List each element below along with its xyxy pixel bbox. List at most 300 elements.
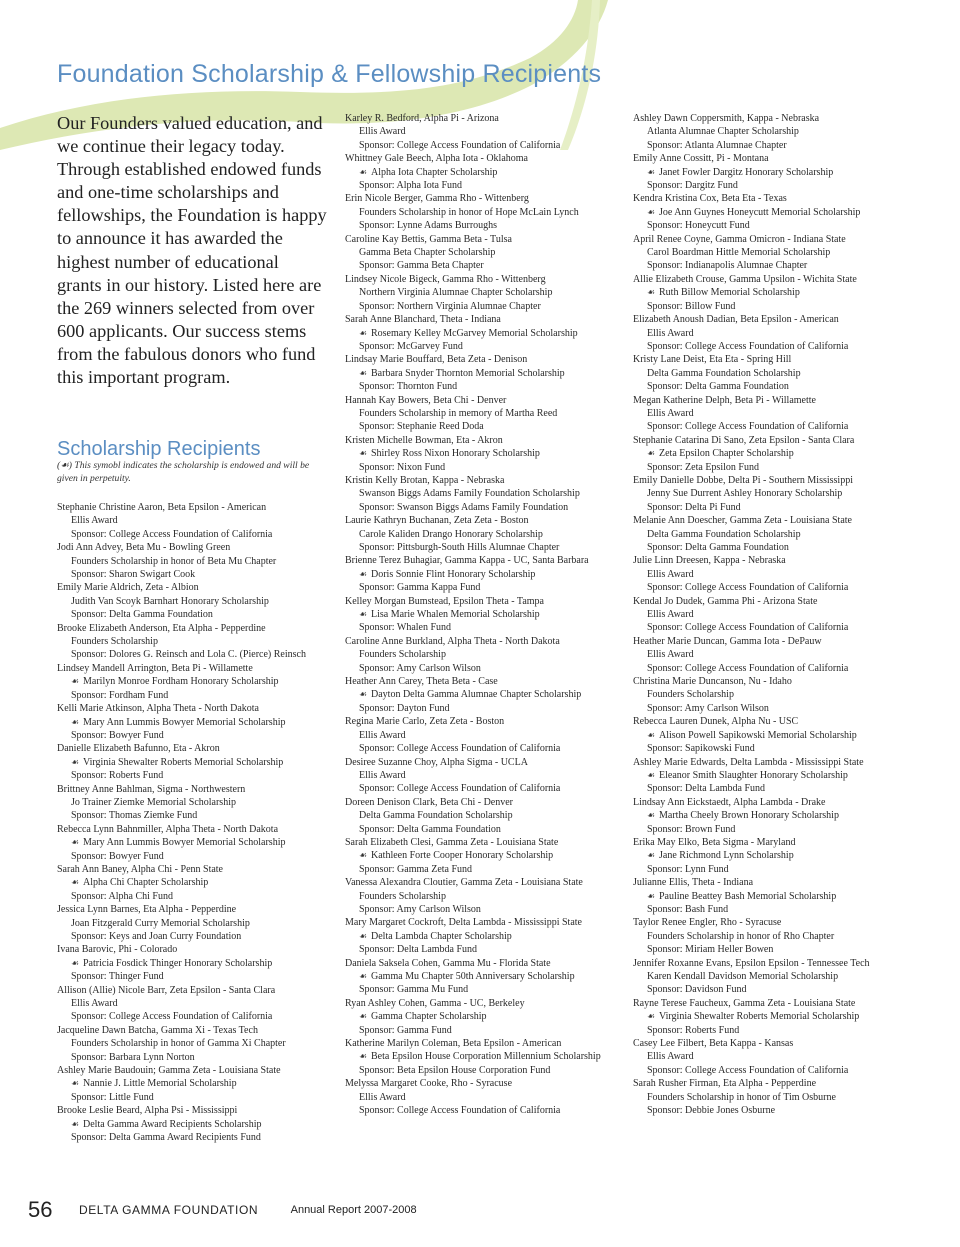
scholarship-name: Atlanta Alumnae Chapter Scholarship [647, 126, 799, 138]
recipient-entry [345, 1037, 627, 1077]
recipient-name: Emily Anne Cossitt, Pi - Montana [633, 153, 769, 165]
recipient-entry [633, 756, 915, 796]
sponsor-line: Sponsor: Billow Fund [647, 300, 736, 312]
recipient-name: Mary Margaret Cockroft, Delta Lambda - Mississippi State [345, 917, 582, 929]
scholarship-name: Janet Fowler Dargitz Honorary Scholarship [659, 166, 834, 178]
scholarship-line [345, 688, 627, 701]
scholarship-name: Founders Scholarship in honor of Beta Mu Chapter [71, 555, 277, 567]
recipients-column-1 [57, 501, 339, 1145]
scholarship-name: Gamma Mu Chapter 50th Anniversary Scholarship [371, 971, 575, 982]
recipient-entry [57, 863, 339, 903]
recipient-entry [57, 581, 339, 621]
scholarship-name: Gamma Chapter Scholarship [371, 1011, 487, 1023]
recipient-name: Ivana Barovic, Phi - Colorado [57, 944, 178, 956]
recipient-name: Caroline Anne Burkland, Alpha Theta - North Dakota [345, 635, 560, 647]
scholarship-name: Ellis Award [359, 1091, 406, 1103]
recipient-name: Melyssa Margaret Cooke, Rho - Syracuse [345, 1078, 513, 1090]
recipient-entry [633, 514, 915, 554]
recipient-name: Jennifer Roxanne Evans, Epsilon Epsilon - Tennessee Tech [633, 957, 870, 969]
sponsor-line: Sponsor: Brown Fund [647, 823, 736, 835]
recipient-name: Erin Nicole Berger, Gamma Rho - Wittenberg [345, 193, 529, 205]
recipient-entry [633, 394, 915, 434]
recipient-name: Heather Marie Duncan, Gamma Iota - DePauw [633, 635, 822, 647]
sponsor-line: Sponsor: Amy Carlson Wilson [647, 702, 769, 714]
sponsor-line: Sponsor: Gamma Mu Fund [359, 984, 469, 996]
recipient-entry [57, 1064, 339, 1104]
scholarship-line [633, 1091, 915, 1104]
recipient-entry [633, 675, 915, 715]
scholarship-line [345, 648, 627, 661]
scholarship-line [345, 447, 627, 460]
recipient-entry [57, 541, 339, 581]
recipient-name: Jacqueline Dawn Batcha, Gamma Xi - Texas Tech [57, 1024, 258, 1036]
sponsor-line: Sponsor: College Access Foundation of California [647, 421, 849, 433]
scholarship-name: Dayton Delta Gamma Alumnae Chapter Scholarship [371, 689, 582, 701]
sponsor-line: Sponsor: Gamma Fund [359, 1024, 452, 1036]
recipient-name: Doreen Denison Clark, Beta Chi - Denver [345, 796, 514, 808]
page-title: Foundation Scholarship & Fellowship Recipients [57, 60, 602, 88]
endowed-leaf-icon: ☙ [359, 367, 368, 378]
scholarship-line [57, 1118, 339, 1131]
page-footer [28, 1197, 417, 1223]
scholarship-line [345, 407, 627, 420]
recipient-name: Casey Lee Filbert, Beta Kappa - Kansas [633, 1038, 794, 1050]
scholarship-line [345, 206, 627, 219]
scholarship-line [633, 688, 915, 701]
scholarship-line [57, 595, 339, 608]
sponsor-line: Sponsor: Gamma Kappa Fund [359, 582, 481, 594]
endowed-leaf-icon: ☙ [647, 850, 656, 861]
sponsor-line: Sponsor: Atlanta Alumnae Chapter [647, 139, 787, 151]
scholarship-name: Mary Ann Lummis Bowyer Memorial Scholarship [83, 837, 286, 849]
scholarship-name: Eleanor Smith Slaughter Honorary Scholarship [659, 769, 848, 781]
recipient-name: Caroline Kay Bettis, Gamma Beta - Tulsa [345, 233, 512, 245]
scholarship-name: Jo Trainer Ziemke Memorial Scholarship [71, 796, 236, 808]
sponsor-line: Sponsor: Thomas Ziemke Fund [71, 810, 198, 822]
sponsor-line: Sponsor: Gamma Zeta Fund [359, 863, 473, 875]
sponsor-line: Sponsor: College Access Foundation of California [71, 1011, 273, 1023]
endowed-leaf-icon: ☙ [359, 971, 368, 981]
recipient-name: Rebecca Lynn Bahnmiller, Alpha Theta - North Dakota [57, 823, 279, 835]
scholarship-name: Ellis Award [359, 126, 406, 138]
sponsor-line: Sponsor: Debbie Jones Osburne [647, 1105, 776, 1117]
scholarship-line [345, 166, 627, 179]
scholarship-name: Founders Scholarship in memory of Martha Reed [359, 407, 558, 419]
sponsor-line: Sponsor: Fordham Fund [71, 689, 169, 701]
sponsor-line: Sponsor: College Access Foundation of California [647, 622, 849, 634]
scholarship-name: Alison Powell Sapikowski Memorial Scholarship [659, 729, 857, 741]
recipient-name: Desiree Suzanne Choy, Alpha Sigma - UCLA [345, 756, 528, 768]
scholarship-name: Judith Van Scoyk Barnhart Honorary Scholarship [71, 595, 269, 607]
recipient-entry [633, 796, 915, 836]
sponsor-line: Sponsor: Sapikowski Fund [647, 743, 755, 755]
recipient-entry [57, 984, 339, 1024]
scholarship-name: Founders Scholarship [359, 890, 446, 902]
scholarship-name: Founders Scholarship in honor of Rho Chapter [647, 930, 835, 942]
recipient-name: Christina Marie Duncanson, Nu - Idaho [633, 676, 792, 688]
scholarship-line [633, 608, 915, 621]
sponsor-line: Sponsor: College Access Foundation of California [647, 662, 849, 674]
recipient-name: Kristy Lane Deist, Eta Eta - Spring Hill [633, 354, 792, 366]
recipient-name: Stephanie Christine Aaron, Beta Epsilon - American [57, 502, 267, 513]
sponsor-line: Sponsor: Lynne Adams Burroughs [359, 220, 498, 232]
scholarship-name: Delta Gamma Foundation Scholarship [359, 810, 513, 822]
endowed-leaf-icon: ☙ [359, 850, 368, 861]
scholarship-name: Nannie J. Little Memorial Scholarship [83, 1078, 237, 1090]
recipient-name: Regina Marie Carlo, Zeta Zeta - Boston [345, 716, 505, 728]
recipient-entry [633, 595, 915, 635]
scholarship-line [345, 1010, 627, 1023]
sponsor-line: Sponsor: College Access Foundation of California [647, 582, 849, 594]
scholarship-name: Delta Gamma Award Recipients Scholarship [83, 1118, 262, 1130]
recipient-entry [633, 997, 915, 1037]
scholarship-line [57, 635, 339, 648]
sponsor-line: Sponsor: Alpha Chi Fund [71, 890, 173, 902]
recipient-entry [345, 796, 627, 836]
recipient-name: Julianne Ellis, Theta - Indiana [633, 877, 754, 889]
sponsor-line: Sponsor: Little Fund [71, 1091, 154, 1103]
recipient-entry [633, 434, 915, 474]
recipient-entry [633, 1077, 915, 1117]
scholarship-line [633, 568, 915, 581]
recipient-name: Lindsay Ann Eickstaedt, Alpha Lambda - Drake [633, 796, 826, 808]
endowed-leaf-icon: ☙ [359, 689, 368, 700]
endowed-leaf-icon: ☙ [71, 676, 80, 687]
scholarship-line [633, 327, 915, 340]
scholarship-line [57, 997, 339, 1010]
scholarship-line [633, 125, 915, 138]
scholarship-line [57, 1077, 339, 1090]
scholarship-line [57, 555, 339, 568]
recipient-name: Kelli Marie Atkinson, Alpha Theta - North Dakota [57, 703, 259, 715]
sponsor-line: Sponsor: Barbara Lynn Norton [71, 1051, 195, 1063]
scholarship-line [633, 648, 915, 661]
page-number: 56 [28, 1197, 53, 1222]
scholarship-name: Alpha Iota Chapter Scholarship [371, 166, 498, 178]
scholarship-line [345, 849, 627, 862]
scholarship-line [57, 675, 339, 688]
recipient-name: Kristen Michelle Bowman, Eta - Akron [345, 434, 503, 446]
endowed-leaf-icon: ☙ [359, 1051, 368, 1062]
scholarship-name: Gamma Beta Chapter Scholarship [359, 247, 496, 259]
sponsor-line: Sponsor: Delta Gamma Foundation [647, 542, 789, 553]
sponsor-line: Sponsor: Bowyer Fund [71, 850, 164, 862]
scholarship-line [633, 970, 915, 983]
scholarship-line [633, 487, 915, 500]
scholarship-name: Swanson Biggs Adams Family Foundation Scholarship [359, 488, 580, 500]
sponsor-line: Sponsor: Swanson Biggs Adams Family Foundation [359, 501, 569, 513]
sponsor-line: Sponsor: Gamma Beta Chapter [359, 260, 484, 272]
endowed-leaf-icon: ☙ [647, 890, 656, 901]
sponsor-line: Sponsor: College Access Foundation of California [359, 139, 561, 151]
scholarship-line [57, 876, 339, 889]
recipient-name: Daniela Saksela Cohen, Gamma Mu - Florida State [345, 957, 551, 969]
sponsor-line: Sponsor: Miriam Heller Bowen [647, 944, 774, 956]
scholarship-name: Alpha Chi Chapter Scholarship [83, 877, 209, 889]
recipient-entry [345, 715, 627, 755]
recipients-column-3 [633, 112, 915, 1117]
recipient-entry [345, 957, 627, 997]
sponsor-line: Sponsor: College Access Foundation of California [359, 743, 561, 755]
recipient-name: Karley R. Bedford, Alpha Pi - Arizona [345, 113, 499, 124]
footer-report-title: Annual Report 2007-2008 [290, 1204, 417, 1216]
recipient-entry [57, 622, 339, 662]
recipient-name: Rayne Terese Faucheux, Gamma Zeta - Louisiana State [633, 997, 856, 1009]
scholarship-line [633, 930, 915, 943]
recipient-name: Ashley Marie Baudouin; Gamma Zeta - Louisiana State [57, 1065, 281, 1077]
recipient-entry [345, 394, 627, 434]
sponsor-line: Sponsor: Dargitz Fund [647, 180, 738, 192]
recipient-name: Stephanie Catarina Di Sano, Zeta Epsilon - Santa Clara [633, 434, 855, 446]
scholarship-name: Founders Scholarship [359, 649, 446, 661]
sponsor-line: Sponsor: Honeycutt Fund [647, 220, 750, 232]
recipient-entry [345, 434, 627, 474]
endowed-leaf-icon: ☙ [647, 729, 656, 740]
sponsor-line: Sponsor: Stephanie Reed Doda [359, 421, 484, 433]
sponsor-line: Sponsor: Roberts Fund [71, 770, 164, 782]
scholarship-name: Marilyn Monroe Fordham Honorary Scholarship [83, 676, 279, 688]
scholarship-name: Ellis Award [647, 609, 694, 621]
sponsor-line: Sponsor: Delta Gamma Award Recipients Fund [71, 1132, 261, 1144]
recipient-entry [633, 1037, 915, 1077]
endowed-leaf-icon: ☙ [647, 287, 656, 298]
recipient-entry [57, 1104, 339, 1144]
scholarship-line [633, 246, 915, 259]
recipient-entry [57, 783, 339, 823]
scholarship-name: Northern Virginia Alumnae Chapter Scholarship [359, 287, 553, 299]
scholarship-line [633, 367, 915, 380]
intro-paragraph: Our Founders valued education, and we continue their legacy today. Through established endowed funds and one-time scholarships and fellowships, the Foundation is happy to announce it has awarded the highest number of educational grants in our history. Listed here are the 269 winners selected from over 600 applicants. Our success stems from the fabulous donors who fund this important program. [57, 113, 327, 388]
sponsor-line: Sponsor: Amy Carlson Wilson [359, 662, 481, 674]
recipient-entry [57, 823, 339, 863]
recipient-entry [57, 662, 339, 702]
footer-org-name: DELTA GAMMA FOUNDATION [78, 1203, 259, 1217]
sponsor-line: Sponsor: Lynn Fund [647, 863, 729, 875]
scholarship-line [57, 1037, 339, 1050]
scholarship-name: Barbara Snyder Thornton Memorial Scholarship [371, 367, 565, 379]
scholarship-line [57, 514, 339, 527]
recipient-entry [345, 474, 627, 514]
scholarship-name: Joan Fitzgerald Curry Memorial Scholarship [71, 917, 250, 929]
scholarship-name: Virginia Shewalter Roberts Memorial Scholarship [659, 1011, 860, 1023]
recipient-name: April Renee Coyne, Gamma Omicron - Indiana State [633, 233, 846, 245]
scholarship-name: Ellis Award [359, 729, 406, 741]
recipients-column-2 [345, 112, 627, 1117]
recipient-name: Kendal Jo Dudek, Gamma Phi - Arizona State [633, 595, 818, 607]
sponsor-line: Sponsor: Roberts Fund [647, 1024, 740, 1036]
recipient-name: Megan Katherine Delph, Beta Pi - Willamette [633, 394, 816, 406]
sponsor-line: Sponsor: Delta Gamma Foundation [647, 381, 789, 393]
endowed-leaf-icon: ☙ [647, 769, 656, 780]
sponsor-line: Sponsor: Thinger Fund [71, 971, 164, 983]
scholarship-line [633, 849, 915, 862]
recipient-entry [345, 997, 627, 1037]
scholarship-name: Pauline Beattey Bash Memorial Scholarship [659, 890, 837, 902]
scholarship-name: Shirley Ross Nixon Honorary Scholarship [371, 448, 540, 460]
recipient-entry [57, 903, 339, 943]
sponsor-line: Sponsor: Davidson Fund [647, 984, 747, 996]
recipient-entry [345, 233, 627, 273]
endowed-leaf-icon: ☙ [647, 810, 656, 821]
scholarship-name: Martha Cheely Brown Honorary Scholarship [659, 810, 839, 822]
recipient-name: Taylor Renee Engler, Rho - Syracuse [633, 917, 782, 929]
recipient-entry [345, 353, 627, 393]
endowed-leaf-icon: ☙ [71, 877, 80, 888]
recipient-name: Julie Linn Dreesen, Kappa - Nebraska [633, 555, 786, 567]
sponsor-line: Sponsor: McGarvey Fund [359, 340, 463, 352]
sponsor-line: Sponsor: Beta Epsilon House Corporation Fund [359, 1064, 551, 1076]
sponsor-line: Sponsor: Northern Virginia Alumnae Chapter [359, 300, 541, 312]
scholarship-line [57, 796, 339, 809]
recipient-name: Rebecca Lauren Dunek, Alpha Nu - USC [633, 716, 799, 728]
scholarship-line [633, 206, 915, 219]
recipient-name: Kristin Kelly Brotan, Kappa - Nebraska [345, 474, 505, 486]
endowed-leaf-icon: ☙ [71, 1078, 80, 1089]
recipient-name: Whittney Gale Beech, Alpha Iota - Oklahoma [345, 153, 528, 165]
sponsor-line: Sponsor: College Access Foundation of California [359, 1105, 561, 1117]
scholarship-name: Ellis Award [647, 327, 694, 339]
sponsor-line: Sponsor: Delta Gamma Foundation [359, 823, 501, 835]
scholarship-name: Founders Scholarship [71, 636, 158, 648]
scholarship-name: Patricia Fosdick Thinger Honorary Scholarship [83, 957, 273, 969]
scholarship-line [633, 166, 915, 179]
recipient-entry [633, 957, 915, 997]
scholarship-name: Mary Ann Lummis Bowyer Memorial Scholarship [83, 716, 286, 728]
recipient-entry [345, 595, 627, 635]
recipient-name: Allie Elizabeth Crouse, Gamma Upsilon - Wichita State [633, 273, 857, 285]
recipient-name: Sarah Ann Baney, Alpha Chi - Penn State [57, 863, 223, 875]
scholarship-line [345, 286, 627, 299]
sponsor-line: Sponsor: Pittsburgh-South Hills Alumnae Chapter [359, 542, 560, 553]
scholarship-line [633, 286, 915, 299]
recipient-entry [633, 554, 915, 594]
sponsor-line: Sponsor: Delta Pi Fund [647, 501, 741, 513]
recipient-entry [345, 836, 627, 876]
sponsor-line: Sponsor: Keys and Joan Curry Foundation [71, 931, 242, 942]
scholarship-line [345, 970, 627, 983]
scholarship-line [57, 756, 339, 769]
scholarship-name: Ellis Award [647, 649, 694, 661]
scholarship-line [345, 246, 627, 259]
endowed-leaf-icon: ☙ [359, 166, 368, 177]
endowed-leaf-icon: ☙ [359, 327, 368, 338]
sponsor-line: Sponsor: Zeta Epsilon Fund [647, 461, 759, 473]
sponsor-line: Sponsor: College Access Foundation of California [71, 528, 273, 540]
recipient-name: Jessica Lynn Barnes, Eta Alpha - Pepperdine [57, 904, 237, 916]
endowed-leaf-icon: ☙ [359, 448, 368, 459]
scholarship-name: Joe Ann Guynes Honeycutt Memorial Scholarship [659, 206, 861, 218]
scholarship-name: Delta Gamma Foundation Scholarship [647, 367, 801, 379]
recipient-entry [633, 112, 915, 152]
recipient-name: Emily Danielle Dobbe, Delta Pi - Southern Mississippi [633, 474, 853, 486]
recipient-entry [345, 675, 627, 715]
scholarship-name: Founders Scholarship in honor of Gamma Xi Chapter [71, 1038, 286, 1050]
scholarship-line [345, 608, 627, 621]
recipient-entry [633, 152, 915, 192]
scholarship-line [57, 957, 339, 970]
scholarship-name: Founders Scholarship [647, 689, 734, 701]
recipient-entry [345, 1077, 627, 1117]
scholarship-name: Beta Epsilon House Corporation Millennium Scholarship [371, 1051, 601, 1063]
scholarship-line [345, 1091, 627, 1104]
section-title: Scholarship Recipients [57, 438, 261, 460]
endowed-legend: (☙) This symobl indicates the scholarship is endowed and will be given in perpetuity. [57, 460, 310, 484]
sponsor-line: Sponsor: Delta Gamma Foundation [71, 609, 213, 621]
scholarship-line [345, 1050, 627, 1063]
recipient-name: Jodi Ann Advey, Beta Mu - Bowling Green [57, 542, 231, 554]
recipient-name: Allison (Allie) Nicole Barr, Zeta Epsilon - Santa Clara [57, 984, 276, 996]
scholarship-name: Virginia Shewalter Roberts Memorial Scholarship [83, 756, 284, 768]
recipient-name: Brienne Terez Buhagiar, Gamma Kappa - UC, Santa Barbara [345, 555, 589, 567]
recipient-name: Brittney Anne Bahlman, Sigma - Northwestern [57, 783, 246, 795]
scholarship-line [345, 487, 627, 500]
scholarship-line [633, 447, 915, 460]
recipient-entry [57, 702, 339, 742]
sponsor-line: Sponsor: Indianapolis Alumnae Chapter [647, 260, 808, 272]
sponsor-line: Sponsor: Nixon Fund [359, 461, 446, 473]
recipient-entry [57, 501, 339, 541]
scholarship-name: Ellis Award [647, 568, 694, 580]
scholarship-line [57, 836, 339, 849]
recipient-name: Emily Marie Aldrich, Zeta - Albion [57, 582, 199, 594]
scholarship-name: Jenny Sue Durrent Ashley Honorary Scholarship [647, 488, 843, 500]
scholarship-line [633, 407, 915, 420]
recipient-entry [57, 943, 339, 983]
sponsor-line: Sponsor: Dolores G. Reinsch and Lola C. (Pierce) Reinsch [71, 649, 306, 661]
recipient-entry [345, 313, 627, 353]
recipient-name: Danielle Elizabeth Bafunno, Eta - Akron [57, 743, 220, 755]
sponsor-line: Sponsor: Dayton Fund [359, 702, 450, 714]
endowed-leaf-icon: ☙ [71, 1118, 80, 1129]
scholarship-line [345, 890, 627, 903]
recipient-name: Hannah Kay Bowers, Beta Chi - Denver [345, 394, 507, 406]
recipient-entry [633, 192, 915, 232]
scholarship-name: Karen Kendall Davidson Memorial Scholarship [647, 971, 839, 982]
scholarship-line [633, 890, 915, 903]
scholarship-line [345, 528, 627, 541]
recipient-name: Katherine Marilyn Coleman, Beta Epsilon - American [345, 1038, 562, 1050]
sponsor-line: Sponsor: College Access Foundation of California [359, 783, 561, 795]
scholarship-line [633, 528, 915, 541]
recipient-entry [345, 152, 627, 192]
scholarship-line [633, 1050, 915, 1063]
scholarship-line [633, 729, 915, 742]
sponsor-line: Sponsor: College Access Foundation of California [647, 1064, 849, 1076]
scholarship-line [345, 327, 627, 340]
recipient-entry [345, 192, 627, 232]
scholarship-name: Rosemary Kelley McGarvey Memorial Scholarship [371, 327, 578, 339]
scholarship-name: Kathleen Forte Cooper Honorary Scholarship [371, 850, 554, 862]
recipient-entry [345, 112, 627, 152]
sponsor-line: Sponsor: Whalen Fund [359, 622, 452, 634]
recipient-entry [57, 742, 339, 782]
recipient-name: Ashley Dawn Coppersmith, Kappa - Nebraska [633, 113, 820, 124]
scholarship-name: Ellis Award [647, 407, 694, 419]
recipient-entry [633, 273, 915, 313]
sponsor-line: Sponsor: Thornton Fund [359, 381, 458, 393]
recipient-name: Ryan Ashley Cohen, Gamma - UC, Berkeley [345, 997, 525, 1009]
recipient-entry [345, 554, 627, 594]
endowed-leaf-icon: ☙ [359, 568, 368, 579]
sponsor-line: Sponsor: Sharon Swigart Cook [71, 569, 196, 581]
recipient-name: Ashley Marie Edwards, Delta Lambda - Mississippi State [633, 756, 864, 768]
recipient-entry [633, 715, 915, 755]
endowed-leaf-icon: ☙ [359, 1011, 368, 1022]
endowed-leaf-icon: ☙ [71, 957, 80, 968]
scholarship-name: Ellis Award [359, 769, 406, 781]
scholarship-name: Zeta Epsilon Chapter Scholarship [659, 448, 794, 460]
scholarship-name: Delta Lambda Chapter Scholarship [371, 930, 512, 942]
